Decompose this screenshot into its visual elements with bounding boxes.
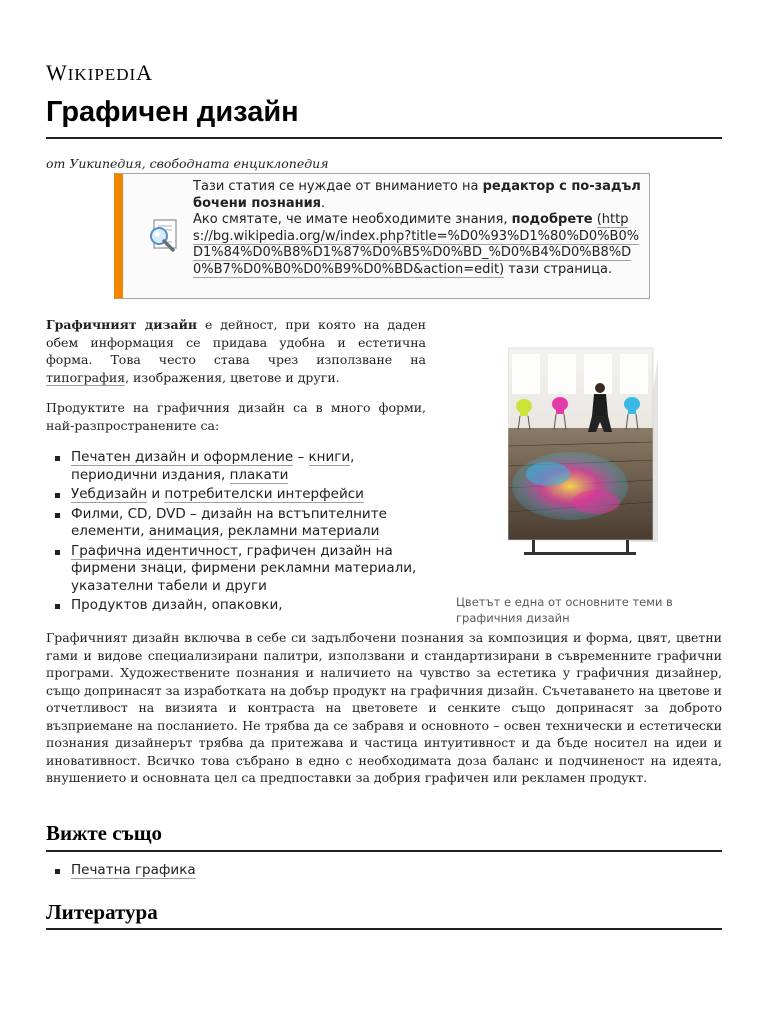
list-item <box>46 486 426 504</box>
list-text: и <box>147 486 165 502</box>
title-divider <box>46 137 722 139</box>
link-posters[interactable]: плакати <box>229 466 289 483</box>
link-books[interactable]: книги <box>308 449 351 465</box>
intro-text-2: , изображения, цветове и други. <box>125 369 340 385</box>
main-paragraph: Графичният дизайн включва в себе си задълбочени познания за композиция и форма, цвят, цветни гами и видове специализирани палитри, използвани и стандартизирани в съвременните графични програми. Художествените познания и наличието на чувство за естетика у графичния дизайнер, също допринасят за изработката на добър продукт на графичния дизайн. Съчетаването на цветове и отчетливост на визията и контраста на цветовете и сенките също допринасят за доброто възприемане на посланието. Не трябва да се забравя и основното – освен технически и естетически познания дизайнерът трябва да притежава и частица интуитивност и да бъде носител на идеи и иновативност. Всичко това събрано в едно с необходимата доза баланс и подчиненост на идеята, внушението и основната цел са предпоставки за добрия графичен или рекламен продукт. <box>46 630 722 785</box>
see-also-list <box>46 862 426 882</box>
intro-term: Графичният дизайн <box>46 317 197 332</box>
section-heading-literature: Литература <box>46 900 158 924</box>
magnifier-document-icon <box>143 216 183 256</box>
link-typography[interactable]: типография <box>46 369 126 385</box>
list-text: , периодични издания, <box>71 449 355 483</box>
poster-illustration <box>508 346 658 562</box>
section-divider <box>46 850 722 852</box>
maintenance-notice <box>114 173 650 299</box>
list-text: Продуктов дизайн, опаковки, <box>71 597 283 613</box>
list-item <box>46 506 426 541</box>
intro-text-1: е дейност, при която на даден обем информация се придава удобна и естетична форма. Това често става чрез използване на <box>46 317 426 367</box>
list-item <box>46 862 426 880</box>
wikipedia-logo[interactable]: WIKIPEDIA <box>46 60 154 85</box>
list-text: , графичен дизайн на фирмени знаци, фирмени рекламни материали, указателни табели и други <box>71 542 417 594</box>
products-list <box>46 449 426 617</box>
link-animation[interactable]: анимация <box>148 523 220 539</box>
link-print-design[interactable]: Печатен дизайн и оформление <box>71 449 294 465</box>
link-print-graphics[interactable]: Печатна графика <box>71 862 196 878</box>
link-graphic-identity[interactable]: Графична идентичност <box>71 542 238 559</box>
page-subtitle: от Уикипедия, свободната енциклопедия <box>46 156 329 171</box>
notice-line2: Ако смятате, че имате необходимите знания, <box>193 212 512 227</box>
notice-line1: Тази статия се нуждае от вниманието на <box>193 179 483 194</box>
section-divider <box>46 928 722 930</box>
article-image[interactable] <box>508 346 658 562</box>
list-text: Филми, CD, DVD – дизайн на встъпителните елементи, <box>71 505 387 539</box>
notice-edit-url[interactable]: (https://bg.wikipedia.org/w/index.php?title=%D0%93%D1%80%D0%B0%D1%84%D0%B8%D1%87%D0%B5%D0%BD_%D0%B4%D0%B8%D0%B7%D0%B0%D0%B9%D0%BD&action=edit) <box>193 212 640 277</box>
list-text: – <box>293 449 309 465</box>
list-item <box>46 597 426 615</box>
products-paragraph: Продуктите на графичния дизайн са в много форми, най-разпространените са: <box>46 400 426 433</box>
section-heading-see-also: Вижте също <box>46 821 163 845</box>
link-user-interfaces[interactable]: потребителски интерфейси <box>164 486 364 502</box>
page-title: Графичен дизайн <box>46 96 299 128</box>
intro-paragraph <box>46 316 426 386</box>
list-text: , <box>219 523 228 539</box>
list-item <box>46 543 426 596</box>
image-caption: Цветът е една от основните теми в графичния дизайн <box>456 595 673 625</box>
notice-line1-end: . <box>321 195 326 211</box>
notice-line2-end: тази страница. <box>504 261 613 277</box>
list-item <box>46 449 426 484</box>
notice-text <box>193 179 645 278</box>
link-ad-materials[interactable]: рекламни материали <box>227 523 380 539</box>
notice-editor-needed: редактор с по-задълбочени познания <box>193 179 641 211</box>
notice-improve-link[interactable]: подобрете <box>511 212 593 227</box>
link-web-design[interactable]: Уебдизайн <box>71 486 148 502</box>
